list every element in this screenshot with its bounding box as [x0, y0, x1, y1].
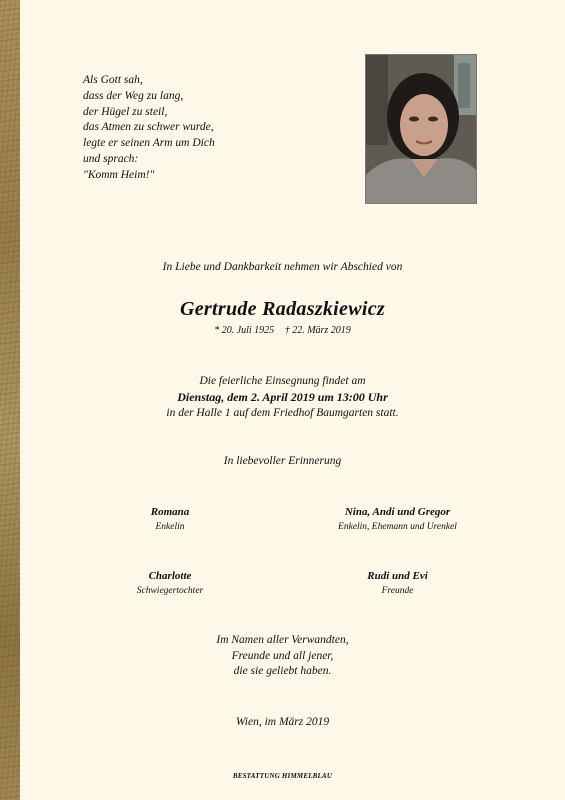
- life-dates: [20, 325, 545, 336]
- decorative-border: [0, 0, 20, 800]
- ceremony-location: in der Halle 1 auf dem Friedhof Baumgarten statt.: [166, 407, 399, 419]
- ceremony-line: Die feierliche Einsegnung findet am: [199, 375, 366, 387]
- memory-heading: In liebevoller Erinnerung: [223, 455, 342, 467]
- poem-line: der Hügel zu steil,: [83, 105, 168, 118]
- place-date: Wien, im März 2019: [235, 716, 330, 728]
- deceased-name: Gertrude Radaszkiewicz: [180, 298, 385, 320]
- mourner: [100, 506, 240, 532]
- mourner: [310, 570, 485, 596]
- mourner-name: Rudi und Evi: [367, 570, 428, 582]
- mourner-name: Romana: [150, 506, 190, 518]
- mourner-relation: Freunde: [381, 586, 414, 596]
- portrait-photo: [365, 54, 477, 204]
- mourner-relation: Schwiegertochter: [136, 586, 204, 596]
- birth-date: * 20. Juli 1925: [214, 325, 275, 336]
- farewell-intro: In Liebe und Dankbarkeit nehmen wir Abschied von: [162, 261, 403, 273]
- closing-line: Freunde und all jener,: [231, 649, 334, 662]
- closing-line: Im Namen aller Verwandten,: [216, 634, 349, 646]
- funeral-home-name: BESTATTUNG HIMMELBLAU: [232, 772, 333, 780]
- ceremony-info: [20, 373, 545, 421]
- poem-line: und sprach:: [83, 152, 139, 165]
- mourner-relation: Enkelin: [155, 522, 185, 532]
- poem: [83, 73, 215, 184]
- mourner-name: Charlotte: [148, 570, 192, 582]
- death-date: † 22. März 2019: [284, 325, 351, 336]
- poem-line: das Atmen zu schwer wurde,: [83, 121, 214, 134]
- ceremony-datetime: Dienstag, dem 2. April 2019 um 13:00 Uhr: [177, 390, 388, 404]
- closing-text: [20, 633, 545, 680]
- mourner-relation: Enkelin, Ehemann und Urenkel: [338, 522, 457, 532]
- poem-line: "Komm Heim!": [83, 168, 155, 181]
- closing-line: die sie geliebt haben.: [233, 665, 332, 677]
- poem-line: Als Gott sah,: [83, 74, 143, 86]
- mourner: [310, 506, 485, 532]
- mourner: [100, 570, 240, 596]
- poem-line: legte er seinen Arm um Dich: [83, 137, 215, 150]
- mourner-name: Nina, Andi und Gregor: [344, 506, 451, 518]
- poem-line: dass der Weg zu lang,: [83, 89, 184, 102]
